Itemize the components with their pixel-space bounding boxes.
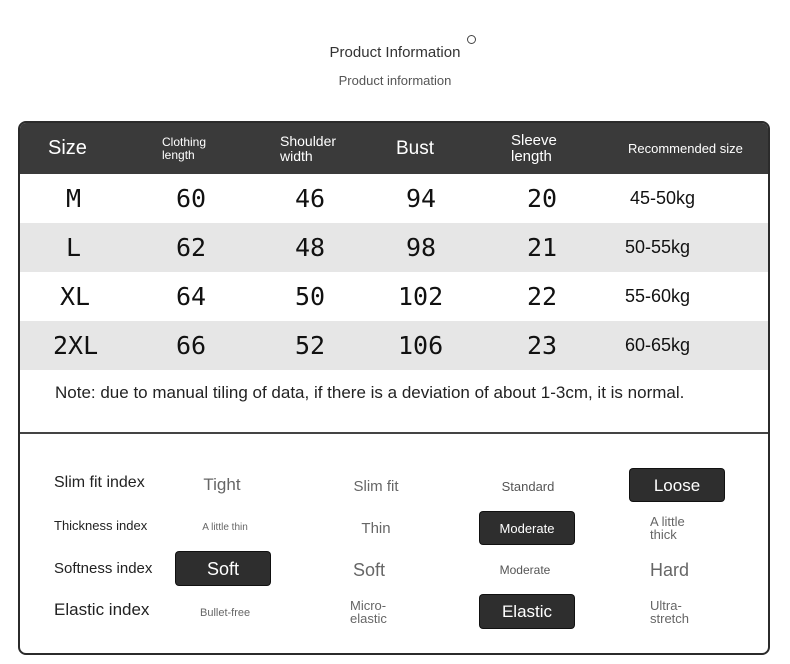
option-standard: Standard: [501, 478, 555, 494]
bust-cell: 106: [398, 331, 444, 360]
size-chart-card: [18, 121, 770, 655]
shoulder-cell: 50: [295, 282, 326, 311]
option-moderate-selected: Moderate: [480, 512, 574, 544]
sleeve-cell: 23: [527, 331, 558, 360]
option-hard: Hard: [650, 560, 690, 580]
size-cell: L: [66, 233, 82, 262]
option-ultra-stretch: Ultra-stretch: [650, 598, 690, 626]
shoulder-cell: 48: [295, 233, 326, 262]
option-elastic-selected: Elastic: [480, 595, 574, 628]
bust-cell: 94: [406, 184, 437, 213]
index-label-thickness: Thickness index: [54, 518, 148, 533]
table-header: [20, 123, 768, 174]
option-loose-selected: Loose: [630, 469, 724, 501]
shoulder-cell: 52: [295, 331, 326, 360]
table-row: [20, 321, 768, 370]
page-title: Product Information: [329, 44, 461, 61]
option-micro-elastic: Micro-elastic: [350, 598, 387, 626]
table-row: [20, 223, 768, 272]
recommended-cell: 50-55kg: [625, 237, 691, 257]
col-shoulder-width: Shoulder width: [280, 132, 337, 164]
sleeve-cell: 22: [527, 282, 558, 311]
option-a-little-thick: A little thick: [650, 514, 685, 542]
col-clothing-length: Clothing length: [162, 134, 207, 162]
length-cell: 64: [176, 282, 207, 311]
circle-icon: [467, 35, 476, 44]
recommended-cell: 45-50kg: [630, 188, 696, 208]
section-divider: [20, 432, 768, 434]
sleeve-cell: 20: [527, 184, 558, 213]
option-a-little-thin: A little thin: [202, 522, 248, 533]
recommended-cell: 60-65kg: [625, 335, 691, 355]
table-row: [20, 272, 768, 321]
deviation-note: Note: due to manual tiling of data, if there is a deviation of about 1-3cm, it is normal.: [55, 383, 685, 402]
bust-cell: 98: [406, 233, 437, 262]
col-bust: Bust: [396, 137, 435, 159]
option-bullet-free: Bullet-free: [200, 606, 251, 619]
sleeve-cell: 21: [527, 233, 558, 262]
col-sleeve-length: Sleeve length: [511, 131, 557, 165]
col-size: Size: [48, 137, 87, 159]
length-cell: 66: [176, 331, 207, 360]
index-label-softness: Softness index: [54, 560, 153, 577]
shoulder-cell: 46: [295, 184, 326, 213]
bust-cell: 102: [398, 282, 444, 311]
col-recommended-size: Recommended size: [628, 140, 743, 156]
index-label-slim-fit: Slim fit index: [54, 474, 145, 491]
option-tight: Tight: [203, 474, 241, 494]
option-moderate: Moderate: [499, 563, 551, 577]
recommended-cell: 55-60kg: [625, 286, 691, 306]
option-soft: Soft: [352, 560, 386, 580]
index-label-elastic: Elastic index: [54, 600, 150, 619]
size-cell: M: [66, 184, 82, 213]
option-slim-fit: Slim fit: [353, 477, 399, 495]
page-subtitle: Product information: [338, 73, 452, 88]
size-cell: 2XL: [53, 331, 99, 360]
length-cell: 60: [176, 184, 207, 213]
option-thin: Thin: [361, 519, 391, 537]
length-cell: 62: [176, 233, 207, 262]
option-soft-selected: Soft: [176, 552, 270, 585]
table-row: [20, 174, 768, 223]
size-cell: XL: [60, 282, 91, 311]
